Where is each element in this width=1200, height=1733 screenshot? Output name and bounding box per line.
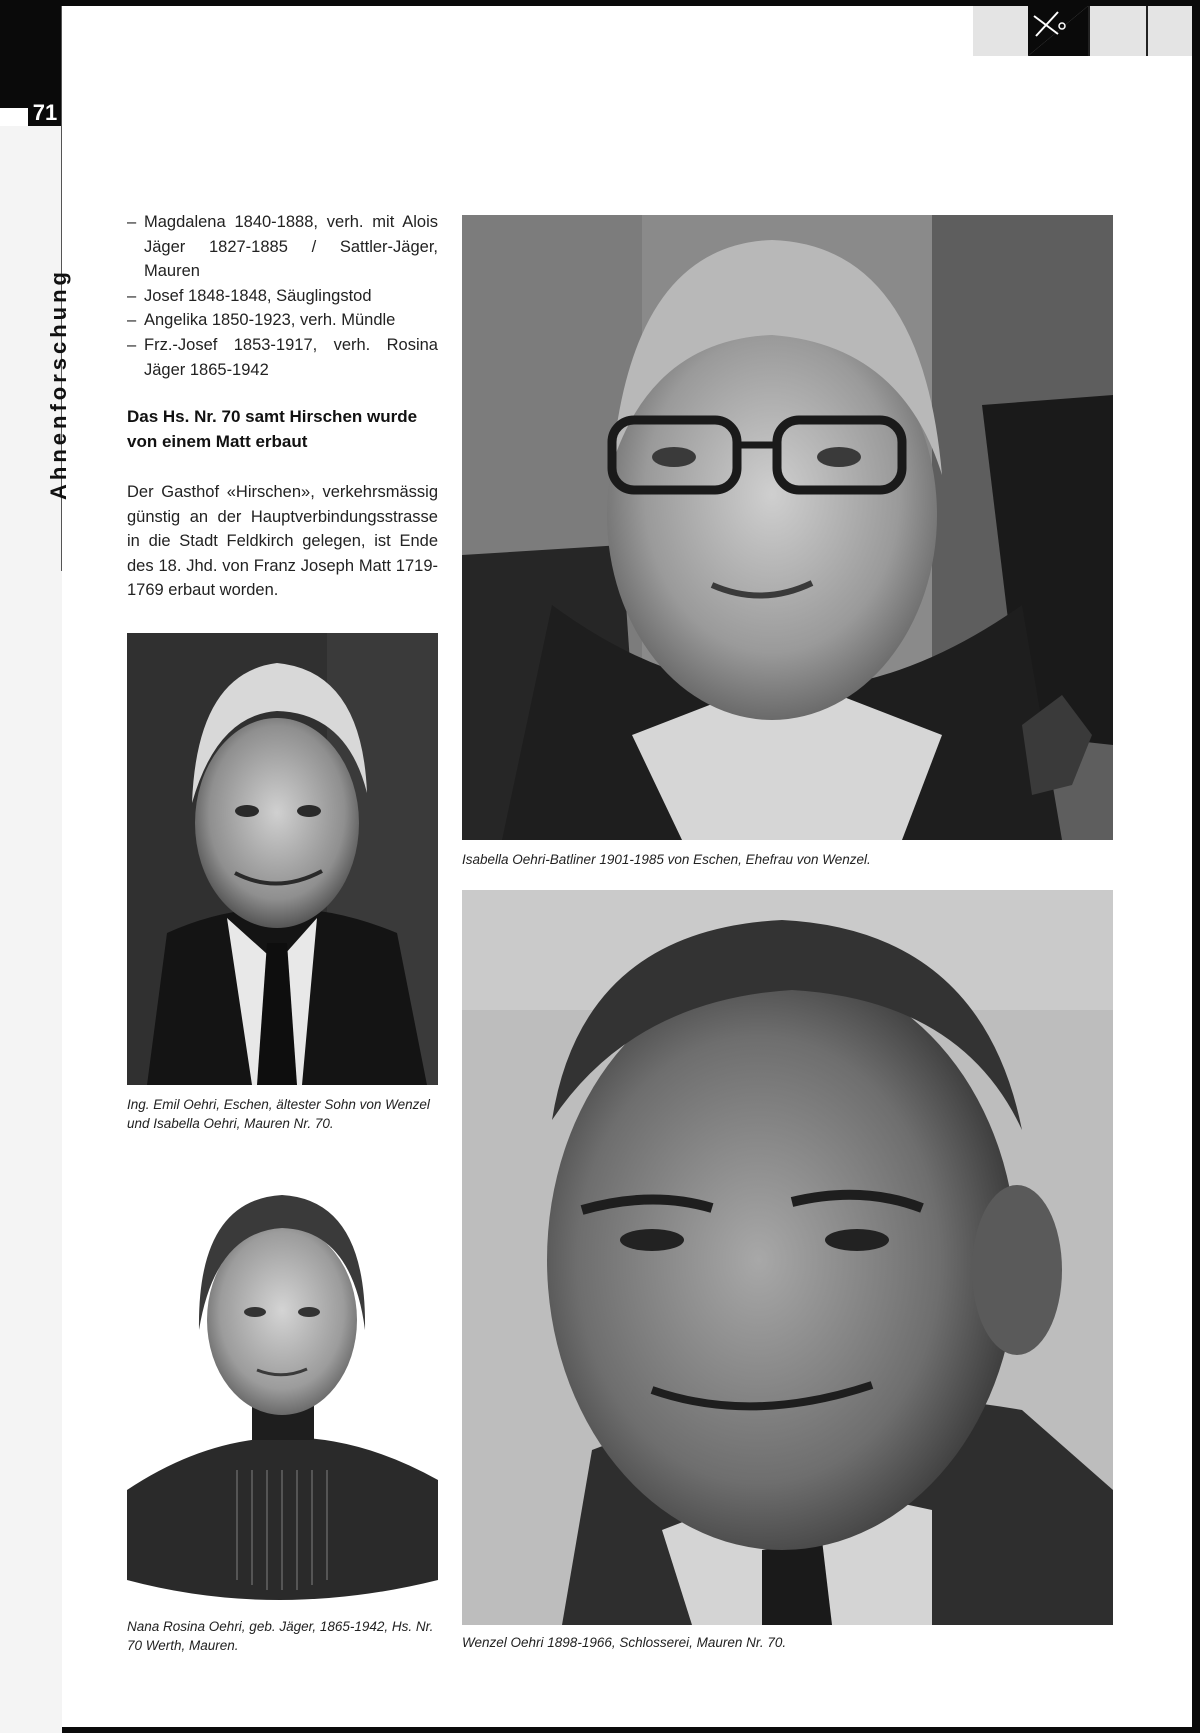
photo-wenzel — [462, 890, 1113, 1625]
caption-isabella: Isabella Oehri-Batliner 1901-1985 von Eschen, Ehefrau von Wenzel. — [462, 852, 871, 867]
crossed-swords-icon — [1028, 6, 1088, 56]
header-divider — [1088, 6, 1090, 56]
photo-isabella — [462, 215, 1113, 840]
photo-emil — [127, 633, 438, 1085]
list-item: – Angelika 1850-1923, verh. Mündle — [127, 311, 396, 330]
list-item: – Josef 1848-1848, Säuglingstod — [127, 286, 372, 305]
body-paragraph: Der Gasthof «Hirschen», verkehrsmässig günstig an der Hauptverbindungsstrasse in die Stadt Feldkirch gelegen, ist Ende des 18. Jhd. von Franz Joseph Matt 1719-1769 erbaut worden. — [127, 483, 438, 600]
caption-rosina: Nana Rosina Oehri, geb. Jäger, 1865-1942, Hs. Nr. 70 Werth, Mauren. — [127, 1619, 434, 1653]
scan-border — [0, 1727, 1200, 1733]
list-item: – Frz.-Josef 1853-1917, verh. Rosina Jäger 1865-1942 — [127, 335, 438, 379]
children-list — [127, 210, 438, 382]
header-divider — [1146, 6, 1148, 56]
scan-border — [1192, 0, 1200, 1733]
section-heading: Das Hs. Nr. 70 samt Hirschen wurde von einem Matt erbaut — [127, 407, 418, 451]
caption-emil: Ing. Emil Oehri, Eschen, ältester Sohn von Wenzel und Isabella Oehri, Mauren Nr. 70. — [127, 1097, 430, 1131]
caption-wenzel: Wenzel Oehri 1898-1966, Schlosserei, Mauren Nr. 70. — [462, 1635, 787, 1650]
page-number: 71 — [28, 100, 62, 126]
list-item: – Magdalena 1840-1888, verh. mit Alois Jäger 1827-1885 / Sattler-Jäger, Mauren — [127, 213, 438, 281]
photo-rosina — [127, 1180, 438, 1605]
page-corner-tab — [0, 0, 62, 108]
section-title: Ahnenforschung — [46, 268, 71, 500]
